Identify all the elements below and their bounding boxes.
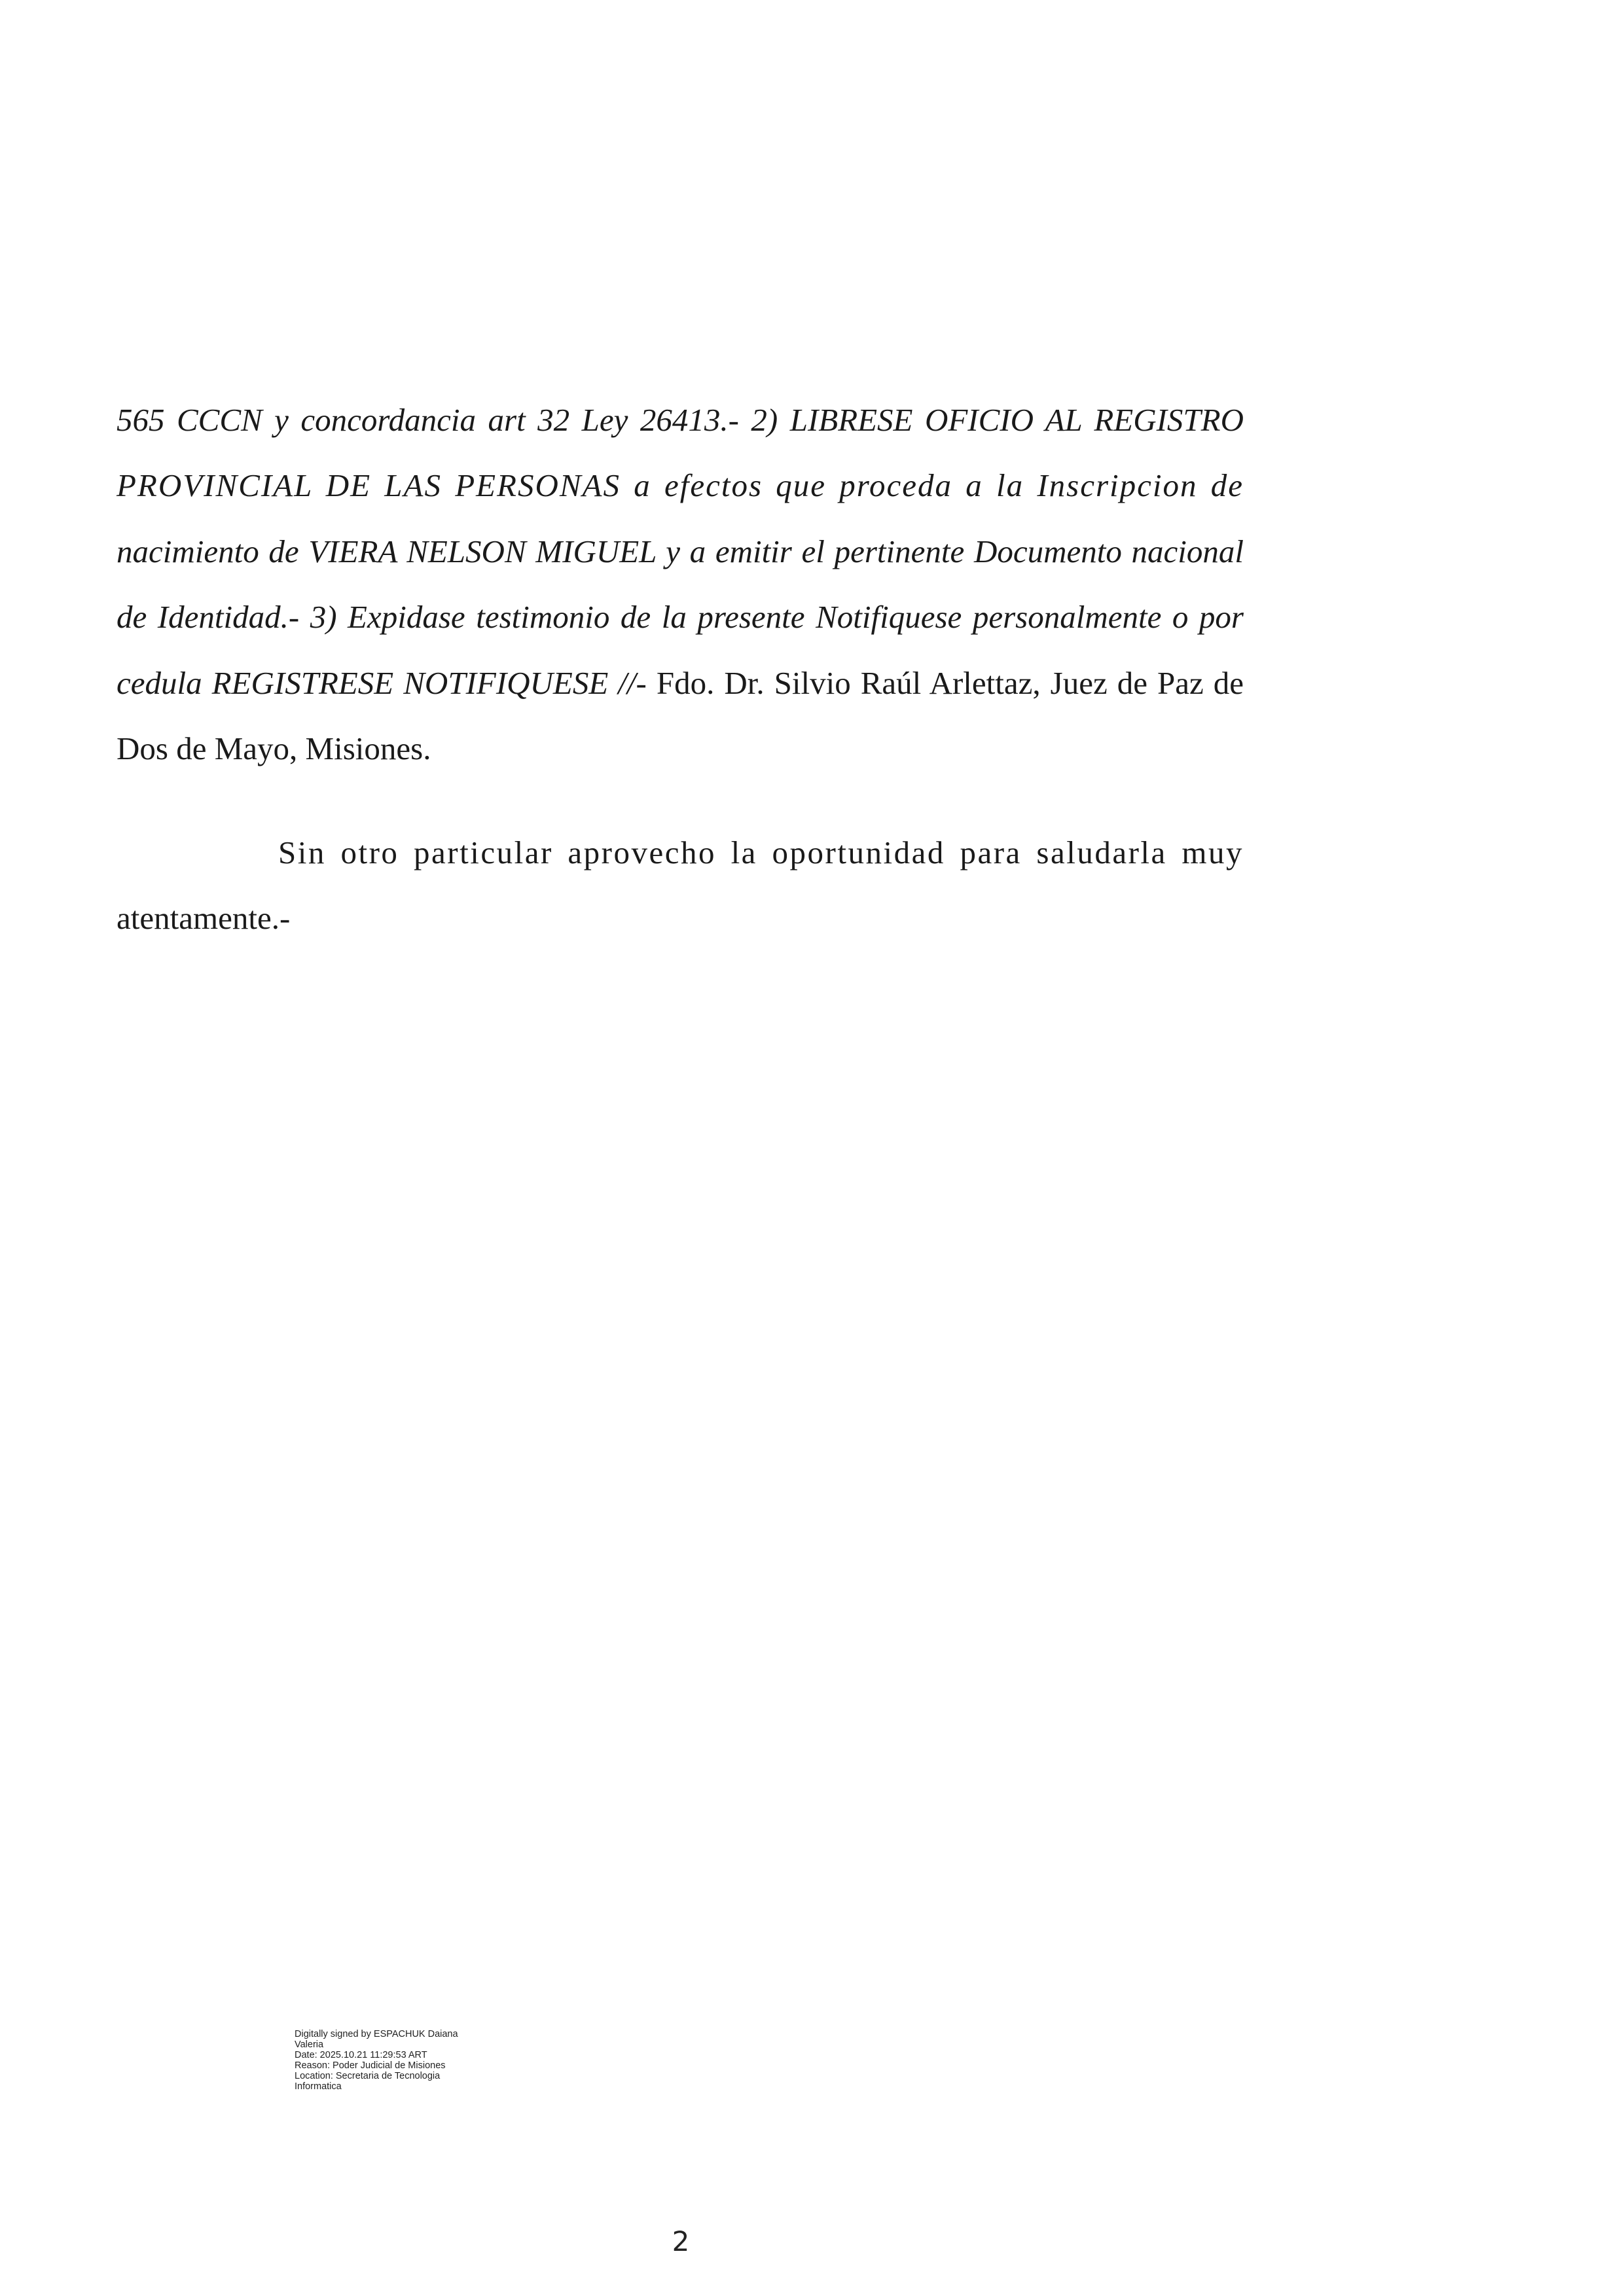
- signature-reason: Reason: Poder Judicial de Misiones: [295, 2060, 446, 2071]
- body-line-2: [117, 453, 1244, 518]
- page-number: 2: [672, 2225, 690, 2257]
- body-text: Dos de Mayo, Misiones.: [117, 730, 431, 766]
- body-text: nacimiento de VIERA NELSON MIGUEL y a emitir el pertinente Documento nacional: [117, 533, 1244, 569]
- body-text: de Identidad.- 3) Expidase testimonio de la presente Notifiquese personalmente o por: [117, 599, 1244, 635]
- body-line-4: [117, 584, 1244, 650]
- closing-text: Sin otro particular aprovecho la oportunidad para saludarla muy: [278, 834, 1244, 870]
- body-text: PROVINCIAL DE LAS PERSONAS a efectos que proceda a la Inscripcion de: [117, 467, 1244, 503]
- signature-line: Valeria: [295, 2039, 324, 2050]
- digital-signature-block: [295, 2029, 504, 2092]
- signature-line: Informatica: [295, 2081, 342, 2092]
- body-line-3: [117, 519, 1244, 584]
- body-text-signatory: - Fdo. Dr. Silvio Raúl Arlettaz, Juez de Paz de: [636, 665, 1244, 701]
- body-text: 565 CCCN y concordancia art 32 Ley 26413.- 2) LIBRESE OFICIO AL REGISTRO: [117, 402, 1244, 438]
- closing-line-1: [278, 820, 1244, 886]
- signature-date: Date: 2025.10.21 11:29:53 ART: [295, 2050, 427, 2060]
- body-text-italic: cedula REGISTRESE NOTIFIQUESE //: [117, 665, 636, 701]
- closing-line-2: [117, 886, 1244, 951]
- body-line-6: [117, 716, 1244, 781]
- signature-line: Digitally signed by ESPACHUK Daiana: [295, 2029, 458, 2039]
- body-line-1: [117, 387, 1244, 453]
- body-line-5: [117, 651, 1244, 716]
- signature-location: Location: Secretaria de Tecnologia: [295, 2071, 441, 2081]
- closing-text: atentamente.-: [117, 900, 291, 936]
